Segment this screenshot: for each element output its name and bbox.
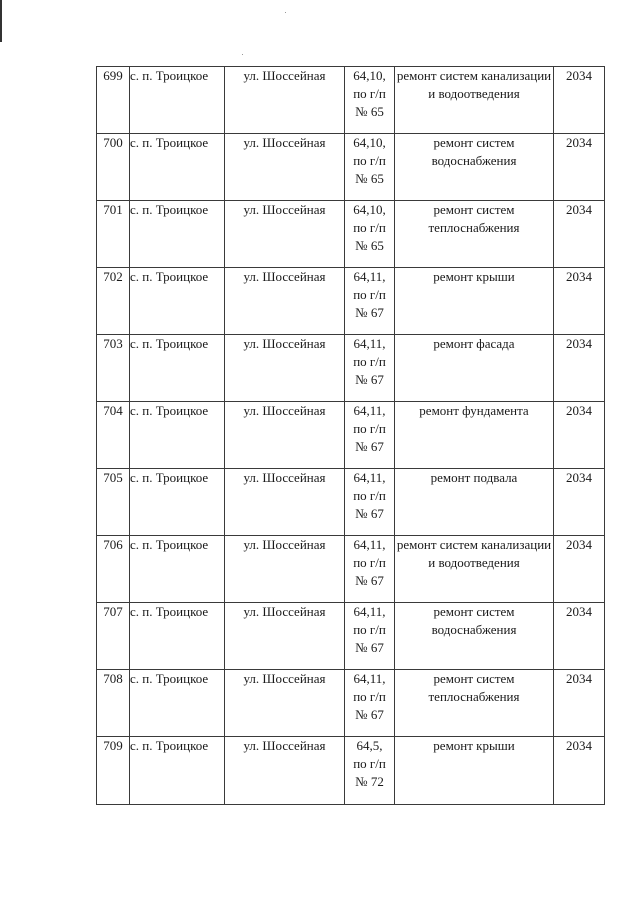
house-number-line: 64,11, [353,403,386,418]
house-plan-line: по г/п [353,421,386,436]
row-number: 706 [97,536,130,603]
house-plan-line: по г/п [353,622,386,637]
settlement-cell: с. п. Троицкое [130,603,225,670]
settlement-cell: с. п. Троицкое [130,335,225,402]
house-number-line: 64,11, [353,604,386,619]
settlement-cell: с. п. Троицкое [130,134,225,201]
row-number: 701 [97,201,130,268]
work-type-cell: ремонт подвала [395,469,554,536]
house-number-line: 64,11, [353,537,386,552]
house-plan-line: по г/п [353,153,386,168]
house-number-cell [345,335,395,402]
house-number-cell [345,268,395,335]
table-row [97,670,605,737]
street-cell: ул. Шоссейная [225,603,345,670]
house-plan-number-line: № 65 [355,238,384,253]
table-body [97,67,605,805]
year-cell: 2034 [554,134,605,201]
table-row [97,201,605,268]
settlement-cell: с. п. Троицкое [130,402,225,469]
year-cell: 2034 [554,402,605,469]
street-cell: ул. Шоссейная [225,268,345,335]
row-number: 707 [97,603,130,670]
scan-speck [285,12,286,13]
table-row [97,402,605,469]
row-number: 709 [97,737,130,805]
settlement-cell: с. п. Троицкое [130,201,225,268]
year-cell: 2034 [554,469,605,536]
house-number-line: 64,5, [356,738,383,753]
table-row [97,737,605,805]
house-number-cell [345,402,395,469]
house-plan-number-line: № 67 [355,439,384,454]
house-plan-line: по г/п [353,220,386,235]
work-type-cell: ремонт фасада [395,335,554,402]
street-cell: ул. Шоссейная [225,670,345,737]
house-number-line: 64,10, [353,135,386,150]
table-row [97,268,605,335]
year-cell: 2034 [554,268,605,335]
work-type-cell: ремонт систем водоснабжения [395,603,554,670]
settlement-cell: с. п. Троицкое [130,737,225,805]
work-type-cell: ремонт систем канализации и водоотведения [395,67,554,134]
street-cell: ул. Шоссейная [225,335,345,402]
house-number-cell [345,201,395,268]
house-number-cell [345,737,395,805]
row-number: 699 [97,67,130,134]
work-type-cell: ремонт систем теплоснабжения [395,670,554,737]
house-number-line: 64,11, [353,470,386,485]
work-type-cell: ремонт крыши [395,268,554,335]
house-number-line: 64,10, [353,202,386,217]
house-number-cell [345,670,395,737]
street-cell: ул. Шоссейная [225,67,345,134]
year-cell: 2034 [554,201,605,268]
house-plan-number-line: № 67 [355,707,384,722]
row-number: 700 [97,134,130,201]
street-cell: ул. Шоссейная [225,737,345,805]
settlement-cell: с. п. Троицкое [130,536,225,603]
row-number: 702 [97,268,130,335]
table-row [97,134,605,201]
house-number-line: 64,11, [353,269,386,284]
street-cell: ул. Шоссейная [225,201,345,268]
house-number-cell [345,603,395,670]
house-number-cell [345,67,395,134]
settlement-cell: с. п. Троицкое [130,67,225,134]
settlement-cell: с. п. Троицкое [130,670,225,737]
year-cell: 2034 [554,603,605,670]
house-number-cell [345,536,395,603]
house-plan-number-line: № 72 [355,774,384,789]
house-number-line: 64,11, [353,671,386,686]
house-plan-line: по г/п [353,287,386,302]
year-cell: 2034 [554,670,605,737]
repair-schedule-table [96,66,605,805]
year-cell: 2034 [554,335,605,402]
year-cell: 2034 [554,67,605,134]
settlement-cell: с. п. Троицкое [130,469,225,536]
house-number-line: 64,11, [353,336,386,351]
year-cell: 2034 [554,536,605,603]
house-plan-line: по г/п [353,689,386,704]
street-cell: ул. Шоссейная [225,536,345,603]
house-plan-line: по г/п [353,555,386,570]
table-row [97,603,605,670]
row-number: 703 [97,335,130,402]
house-plan-number-line: № 67 [355,573,384,588]
house-plan-number-line: № 65 [355,171,384,186]
scan-edge-mark [0,0,2,42]
row-number: 708 [97,670,130,737]
street-cell: ул. Шоссейная [225,402,345,469]
house-plan-line: по г/п [353,354,386,369]
table-row [97,67,605,134]
row-number: 704 [97,402,130,469]
house-number-cell [345,134,395,201]
house-plan-line: по г/п [353,488,386,503]
table-row [97,536,605,603]
house-plan-number-line: № 67 [355,372,384,387]
work-type-cell: ремонт фундамента [395,402,554,469]
settlement-cell: с. п. Троицкое [130,268,225,335]
work-type-cell: ремонт систем водоснабжения [395,134,554,201]
street-cell: ул. Шоссейная [225,134,345,201]
house-plan-number-line: № 67 [355,506,384,521]
house-plan-number-line: № 65 [355,104,384,119]
table-row [97,335,605,402]
house-plan-line: по г/п [353,86,386,101]
table-row [97,469,605,536]
house-number-cell [345,469,395,536]
work-type-cell: ремонт систем теплоснабжения [395,201,554,268]
work-type-cell: ремонт систем канализации и водоотведения [395,536,554,603]
house-plan-number-line: № 67 [355,305,384,320]
scan-speck [242,54,243,55]
year-cell: 2034 [554,737,605,805]
street-cell: ул. Шоссейная [225,469,345,536]
house-plan-number-line: № 67 [355,640,384,655]
row-number: 705 [97,469,130,536]
work-type-cell: ремонт крыши [395,737,554,805]
house-number-line: 64,10, [353,68,386,83]
house-plan-line: по г/п [353,756,386,771]
